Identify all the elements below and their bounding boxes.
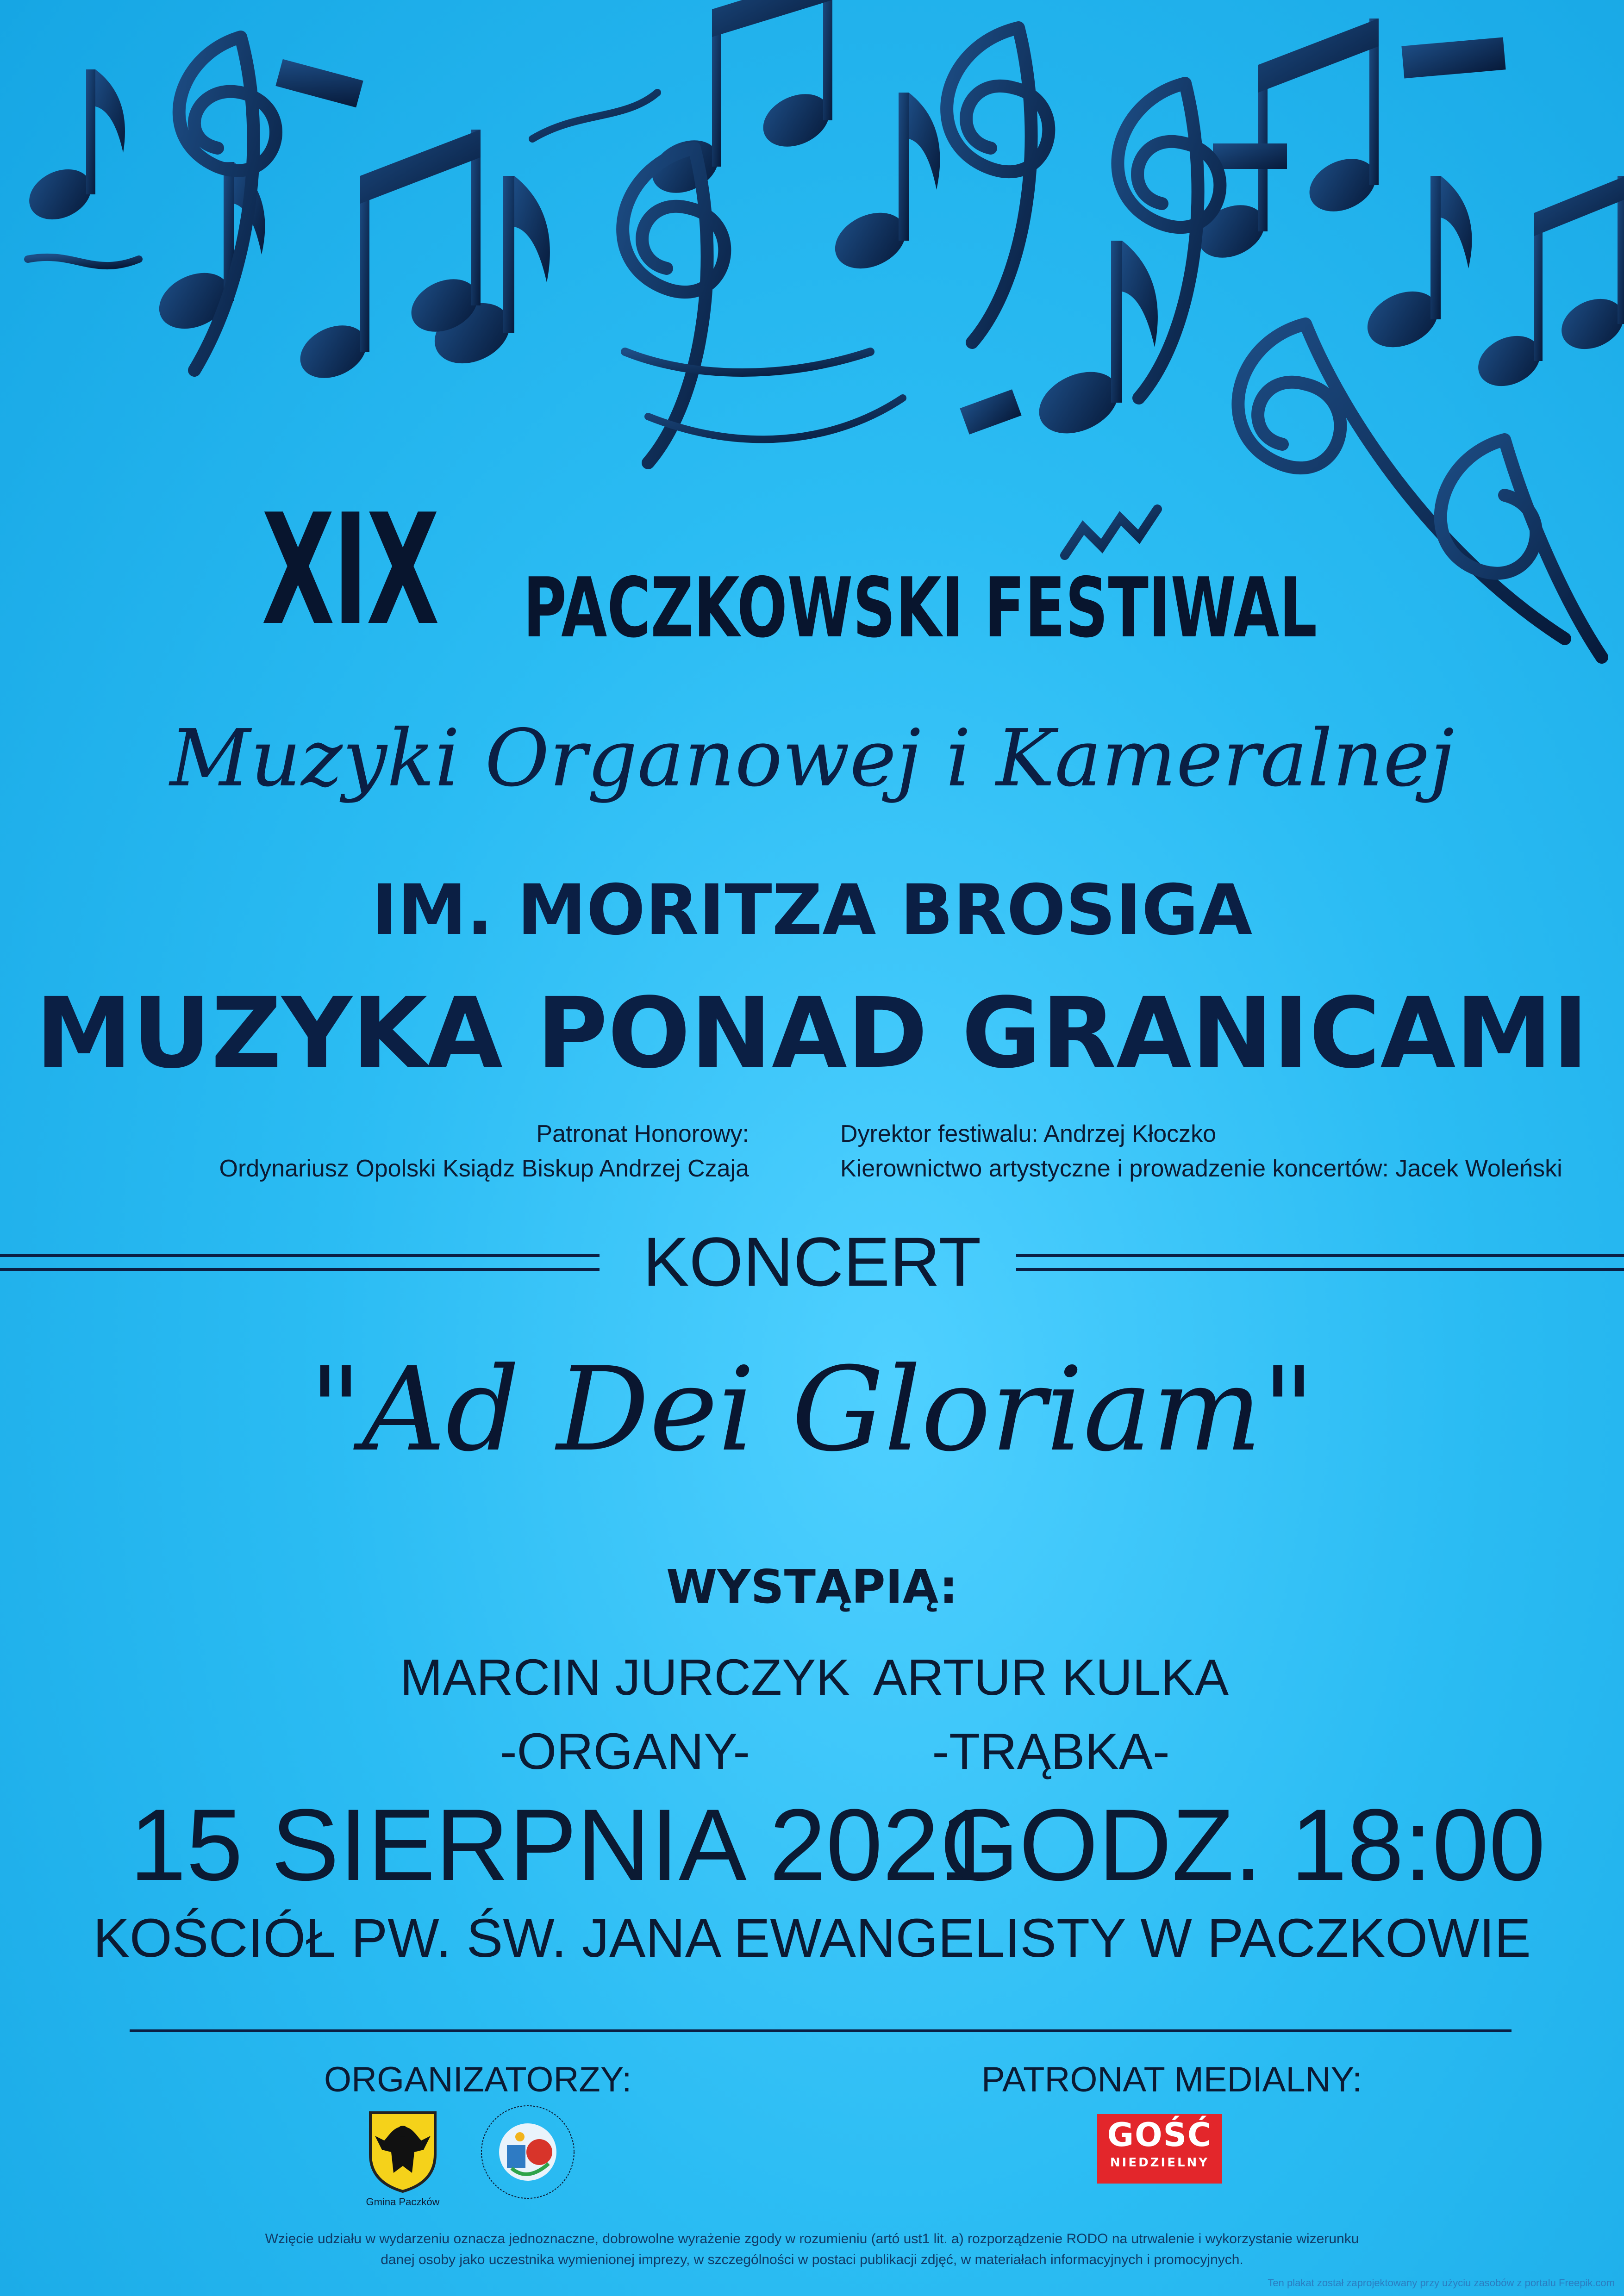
rest-icon: [275, 59, 363, 108]
organizers-heading: ORGANIZATORZY:: [324, 2060, 632, 2099]
gdpr-line-1: Wzięcie udziału w wydarzeniu oznacza jednoznaczne, dobrowolne wyrażenie zgody w rozumieniu (artó ust1 lit. a) rozporządzenie RODO na utrwalenie i wykorzystanie wizerunku: [265, 2231, 1359, 2246]
treble-clef-icon: [1441, 440, 1602, 657]
eighth-note-icon: [826, 93, 940, 280]
design-credit: Ten plakat został zaprojektowany przy użyciu zasobów z portalu Freepik.com: [1268, 2277, 1615, 2289]
performer-instrument: -TRĄBKA-: [932, 1723, 1170, 1780]
gmina-caption: Gmina Paczków: [366, 2196, 440, 2208]
festival-theme: MUZYKA PONAD GRANICAMI: [35, 977, 1589, 1090]
festival-director: Dyrektor festiwalu: Andrzej Kłoczko: [840, 1120, 1217, 1147]
artistic-director: Kierownictwo artystyczne i prowadzenie koncertów: Jacek Woleński: [840, 1155, 1562, 1182]
beamed-notes-icon: [1190, 19, 1384, 268]
patronage-name: Ordynariusz Opolski Ksiądz Biskup Andrzej Czaja: [219, 1155, 749, 1182]
logo-text-main: GOŚĆ: [1107, 2116, 1212, 2154]
gosc-niedzielny-logo: [1097, 2114, 1222, 2184]
eighth-note-icon: [1029, 241, 1158, 445]
gdpr-notice: [139, 2228, 1485, 2270]
eighth-note-icon: [425, 176, 550, 375]
performer-2: [819, 1641, 1282, 1788]
performer-1: [370, 1641, 880, 1788]
osrodek-kultury-logo-icon: [479, 2103, 576, 2201]
media-heading: PATRONAT MEDIALNY:: [981, 2060, 1362, 2099]
rest-icon: [960, 389, 1021, 434]
eighth-note-icon: [1358, 176, 1472, 358]
event-date: 15 SIERPNIA 2021: [130, 1788, 996, 1902]
concert-title: "Ad Dei Gloriam": [309, 1342, 1315, 1477]
beamed-notes-icon: [1470, 176, 1624, 396]
festival-title: PACZKOWSKI FESTIWAL: [523, 560, 1318, 656]
performers-heading: WYSTĄPIĄ:: [666, 1560, 958, 1614]
performer-name: MARCIN JURCZYK: [400, 1649, 850, 1706]
patronage-label: Patronat Honorowy:: [536, 1120, 749, 1147]
logo-text-sub: NIEDZIELNY: [1110, 2156, 1210, 2170]
rest-icon: [1401, 37, 1505, 79]
performer-instrument: -ORGANY-: [500, 1723, 750, 1780]
treble-clef-icon: [947, 28, 1049, 342]
event-time: GODZ. 18:00: [940, 1788, 1546, 1902]
eighth-note-icon: [21, 69, 125, 229]
edition-number: XIX: [262, 481, 438, 659]
festival-patron-name: IM. MORITZA BROSIGA: [371, 870, 1253, 951]
gdpr-line-2: danej osoby jako uczestnika wymienionej imprezy, w szczególności w postaci publikacji zdjęć, w materiałach informacyjnych i promocyjnych.: [381, 2252, 1243, 2267]
rest-icon: [1213, 143, 1287, 169]
beamed-notes-icon: [643, 0, 838, 203]
performer-name: ARTUR KULKA: [873, 1649, 1229, 1706]
festival-subtitle: Muzyki Organowej i Kameralnej: [169, 713, 1455, 804]
gmina-paczkow-crest-icon: [366, 2108, 440, 2196]
divider-bottom: [130, 2029, 1512, 2032]
event-venue: KOŚCIÓŁ PW. ŚW. JANA EWANGELISTY W PACZKOWIE: [93, 1908, 1531, 1969]
treble-clef-icon: [623, 148, 725, 463]
concert-label: KONCERT: [643, 1223, 981, 1300]
